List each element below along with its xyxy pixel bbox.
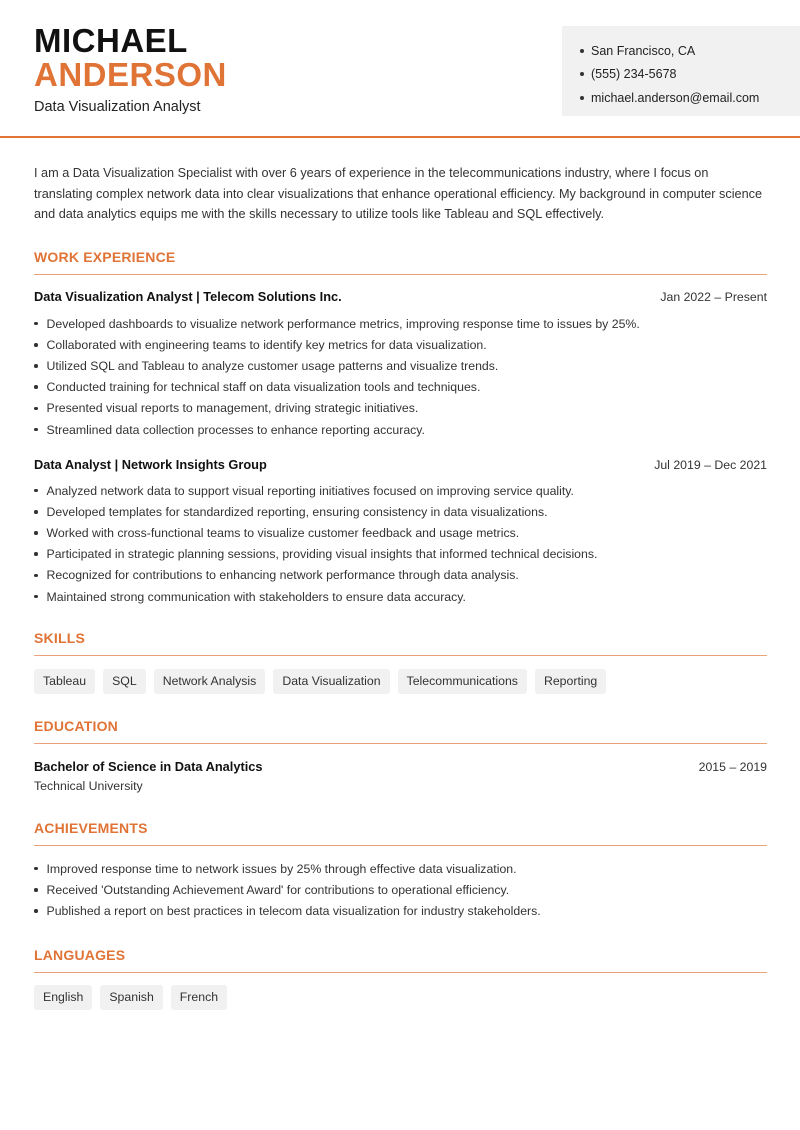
- list-item: [34, 565, 767, 586]
- summary: I am a Data Visualization Specialist with over 6 years of experience in the telecommunications industry, where I focus on translating complex network data into clear visualizations that enhance operational efficiency. My background in computer science and data analytics equips me with the skills necessary to utilize tools like Tableau and SQL effectively.: [34, 166, 763, 221]
- education-school: Technical University: [34, 779, 143, 793]
- languages-list: [34, 985, 227, 1010]
- list-item-text: Developed templates for standardized reporting, ensuring consistency in data visualizations.: [46, 504, 548, 519]
- bullet-icon: [34, 385, 38, 389]
- list-item: [34, 879, 767, 900]
- bullet-icon: [34, 364, 38, 368]
- skill-chip: Tableau: [34, 669, 95, 694]
- list-item: [34, 377, 767, 398]
- language-chip: English: [34, 985, 92, 1010]
- section-title-achievements: ACHIEVEMENTS: [34, 820, 767, 846]
- bullet-icon: [34, 531, 38, 535]
- list-item-text: Maintained strong communication with stakeholders to ensure data accuracy.: [46, 589, 466, 604]
- language-chip: French: [171, 985, 227, 1010]
- job-dates: Jul 2019 – Dec 2021: [654, 458, 767, 472]
- bullet-icon: [34, 428, 38, 432]
- skills-list: [34, 669, 606, 694]
- bullet-icon: [34, 595, 38, 599]
- bullet-icon: [34, 322, 38, 326]
- first-name: MICHAEL: [34, 22, 188, 59]
- job-title: Data Visualization Analyst: [34, 99, 201, 115]
- job-bullets-1: [34, 313, 767, 440]
- bullet-icon: [34, 888, 38, 892]
- bullet-icon: [34, 489, 38, 493]
- education-degree: Bachelor of Science in Data Analytics: [34, 759, 263, 774]
- bullet-icon: [34, 407, 38, 411]
- list-item-text: Received 'Outstanding Achievement Award' for contributions to operational efficiency.: [46, 882, 510, 897]
- list-item-text: Participated in strategic planning sessions, providing visual insights that informed technical decisions.: [46, 547, 598, 562]
- list-item: [34, 586, 767, 607]
- skill-chip: Network Analysis: [154, 669, 266, 694]
- language-chip: Spanish: [100, 985, 162, 1010]
- list-item: [34, 313, 767, 334]
- list-item: [34, 858, 767, 879]
- bullet-icon: [580, 49, 584, 53]
- list-item: [34, 900, 767, 921]
- bullet-icon: [34, 552, 38, 556]
- list-item-text: Improved response time to network issues by 25% through effective data visualization.: [46, 861, 517, 876]
- education-header: [34, 759, 767, 774]
- skill-chip: Data Visualization: [273, 669, 389, 694]
- achievements-list: [34, 858, 767, 922]
- education-dates: 2015 – 2019: [698, 760, 767, 774]
- section-title-education: EDUCATION: [34, 718, 767, 744]
- list-item-text: Analyzed network data to support visual reporting initiatives focused on improving service quality.: [46, 483, 574, 498]
- skill-chip: Telecommunications: [398, 669, 527, 694]
- list-item: [34, 419, 767, 440]
- list-item-text: Conducted training for technical staff on data visualization tools and techniques.: [46, 380, 481, 395]
- list-item: [34, 501, 767, 522]
- contact-phone: [580, 63, 800, 87]
- list-item-text: Developed dashboards to visualize network performance metrics, improving response time to issues by 25%.: [46, 316, 640, 331]
- list-item-text: Streamlined data collection processes to enhance reporting accuracy.: [46, 422, 425, 437]
- section-title-work: WORK EXPERIENCE: [34, 249, 767, 275]
- contact-location: [580, 39, 800, 63]
- section-title-skills: SKILLS: [34, 630, 767, 656]
- list-item-text: Recognized for contributions to enhancing network performance through data analysis.: [46, 568, 519, 583]
- contact-email-text: michael.anderson@email.com: [591, 90, 760, 105]
- list-item-text: Published a report on best practices in telecom data visualization for industry stakeholders.: [46, 903, 541, 918]
- list-item-text: Worked with cross-functional teams to visualize customer feedback and usage metrics.: [46, 525, 520, 540]
- job-dates: Jan 2022 – Present: [660, 290, 767, 304]
- contact-email: [580, 86, 800, 110]
- resume-header: [0, 0, 800, 138]
- contact-location-text: San Francisco, CA: [591, 43, 696, 58]
- bullet-icon: [580, 96, 584, 100]
- job-role: Data Analyst | Network Insights Group: [34, 457, 267, 472]
- contact-phone-text: (555) 234-5678: [591, 67, 677, 82]
- list-item-text: Presented visual reports to management, driving strategic initiatives.: [46, 401, 419, 416]
- job-header-1: [34, 289, 767, 304]
- skill-chip: Reporting: [535, 669, 606, 694]
- list-item: [34, 355, 767, 376]
- list-item: [34, 480, 767, 501]
- bullet-icon: [34, 510, 38, 514]
- section-title-languages: LANGUAGES: [34, 947, 767, 973]
- bullet-icon: [34, 909, 38, 913]
- job-role: Data Visualization Analyst | Telecom Solutions Inc.: [34, 289, 342, 304]
- list-item: [34, 398, 767, 419]
- skill-chip: SQL: [103, 669, 146, 694]
- last-name: ANDERSON: [34, 56, 227, 93]
- bullet-icon: [34, 574, 38, 578]
- bullet-icon: [34, 867, 38, 871]
- job-bullets-2: [34, 480, 767, 607]
- contact-box: [562, 26, 800, 116]
- bullet-icon: [580, 72, 584, 76]
- list-item: [34, 334, 767, 355]
- list-item-text: Collaborated with engineering teams to identify key metrics for data visualization.: [46, 337, 487, 352]
- bullet-icon: [34, 343, 38, 347]
- list-item: [34, 522, 767, 543]
- job-header-2: [34, 457, 767, 472]
- list-item-text: Utilized SQL and Tableau to analyze customer usage patterns and visualize trends.: [46, 358, 499, 373]
- list-item: [34, 544, 767, 565]
